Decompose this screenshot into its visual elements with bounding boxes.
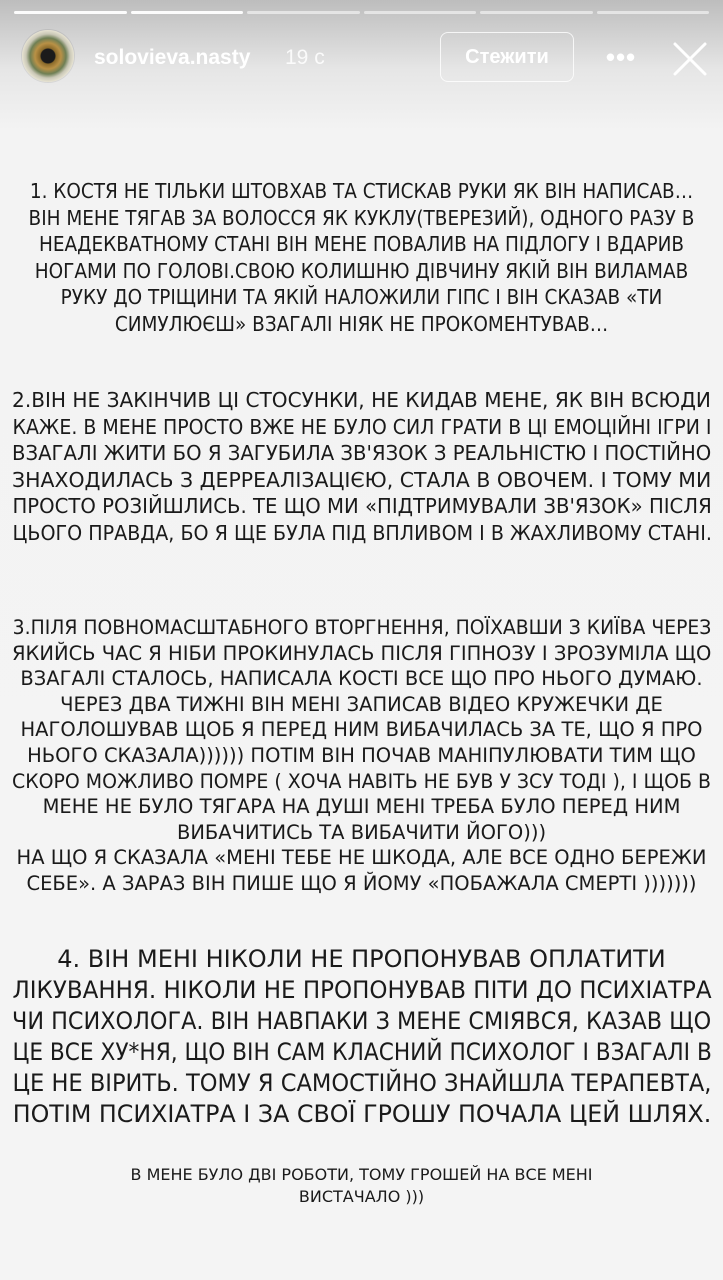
progress-segment bbox=[480, 11, 593, 14]
text-line: НЕАДЕКВАТНОМУ СТАНІ ВІН МЕНЕ ПОВАЛИВ НА ПІДЛОГУ І ВДАРИВ bbox=[38, 232, 685, 256]
text-line: НОГАМИ ПО ГОЛОВІ.СВОЮ КОЛИШНЮ ДІВЧИНУ ЯКІЙ ВІН ВИЛАМАВ bbox=[34, 258, 689, 283]
text-line: ВИСТАЧАЛО ))) bbox=[298, 1187, 425, 1206]
text-line: СЕБЕ». А ЗАРАЗ ВІН ПИШЕ ЩО Я ЙОМУ «ПОБАЖАЛА СМЕРТІ ))))))) bbox=[26, 871, 697, 895]
text-line: ЗНАХОДИЛАСЬ З ДЕРРЕАЛІЗАЦІЄЮ, СТАЛА В ОВОЧЕМ. І ТОМУ МИ bbox=[12, 467, 712, 492]
story-paragraph-2 bbox=[12, 387, 711, 546]
text-line: РУКУ ДО ТРІЩИНИ ТА ЯКІЙ НАЛОЖИЛИ ГІПС І ВІН СКАЗАВ «ТИ bbox=[60, 285, 663, 309]
text-line: ВЗАГАЛІ СТАЛОСЬ, НАПИСАЛА КОСТІ ВСЕ ЩО ПРО НЬОГО ДУМАЮ. bbox=[20, 667, 703, 691]
more-horizontal-icon[interactable]: ••• bbox=[605, 42, 637, 72]
story-paragraph-1 bbox=[12, 178, 711, 337]
progress-segment bbox=[247, 11, 360, 14]
text-line: ЦЬОГО ПРАВДА, БО Я ЩЕ БУЛА ПІД ВПЛИВОМ І В ЖАХЛИВОМУ СТАНІ. bbox=[12, 520, 712, 545]
text-line: ВЗАГАЛІ ЖИТИ БО Я ЗАГУБИЛА ЗВ'ЯЗОК З РЕАЛЬНІСТЮ І ПОСТІЙНО bbox=[12, 441, 712, 465]
text-line: ЛІКУВАННЯ. НІКОЛИ НЕ ПРОПОНУВАВ ПІТИ ДО ПСИХІАТРА bbox=[12, 976, 712, 1004]
text-line: ЯКИЙСЬ ЧАС Я НІБИ ПРОКИНУЛАСЬ ПІСЛЯ ГІПНОЗУ І ЗРОЗУМІЛА ЩО bbox=[12, 641, 712, 665]
text-line: 2.ВІН НЕ ЗАКІНЧИВ ЦІ СТОСУНКИ, НЕ КИДАВ МЕНЕ, ЯК ВІН ВСЮДИ bbox=[12, 388, 711, 412]
text-line: ПРОСТО РОЗІЙШЛИСЬ. ТЕ ЩО МИ «ПІДТРИМУВАЛИ ЗВ'ЯЗОК» ПІСЛЯ bbox=[12, 494, 712, 518]
text-line: ЦЕ ВСЕ ХУ*НЯ, ЩО ВІН САМ КЛАСНИЙ ПСИХОЛОГ І ВЗАГАЛІ В bbox=[12, 1038, 712, 1066]
text-line: ЧЕРЕЗ ДВА ТИЖНІ ВІН МЕНІ ЗАПИСАВ ВІДЕО КРУЖЕЧКИ ДЕ bbox=[60, 692, 663, 716]
close-icon[interactable] bbox=[671, 40, 709, 78]
progress-segment bbox=[364, 11, 477, 14]
text-line: НАГОЛОШУВАВ ЩОБ Я ПЕРЕД НИМ ВИБАЧИЛАСЬ ЗА ТЕ, ЩО Я ПРО bbox=[20, 718, 703, 742]
text-line: НА ЩО Я СКАЗАЛА «МЕНІ ТЕБЕ НЕ ШКОДА, АЛЕ ВСЕ ОДНО БЕРЕЖИ bbox=[16, 846, 707, 870]
follow-button[interactable]: Стежити bbox=[440, 32, 574, 82]
progress-segment bbox=[14, 11, 127, 14]
username[interactable]: solovieva.nasty bbox=[94, 46, 251, 69]
text-line: ВИБАЧИТИСЬ ТА ВИБАЧИТИ ЙОГО))) bbox=[176, 820, 547, 844]
story-paragraph-5 bbox=[100, 1164, 623, 1208]
text-line: 4. ВІН МЕНІ НІКОЛИ НЕ ПРОПОНУВАВ ОПЛАТИТИ bbox=[57, 945, 666, 973]
story-paragraph-3 bbox=[12, 615, 711, 897]
text-line: МЕНЕ НЕ БУЛО ТЯГАРА НА ДУШІ МЕНІ ТРЕБА БУЛО ПЕРЕД НИМ bbox=[42, 795, 681, 819]
text-line: ВІН МЕНЕ ТЯГАВ ЗА ВОЛОССЯ ЯК КУКЛУ(ТВЕРЕЗИЙ), ОДНОГО РАЗУ В bbox=[28, 205, 695, 230]
text-line: 3.ПІЛЯ ПОВНОМАСШТАБНОГО ВТОРГНЕННЯ, ПОЇХАВШИ З КИЇВА ЧЕРЕЗ bbox=[12, 616, 711, 639]
text-line: В МЕНЕ БУЛО ДВІ РОБОТИ, ТОМУ ГРОШЕЙ НА ВСЕ МЕНІ bbox=[130, 1165, 593, 1184]
text-line: НЬОГО СКАЗАЛА)))))) ПОТІМ ВІН ПОЧАВ МАНІПУЛЮВАТИ ТИМ ЩО bbox=[27, 743, 696, 767]
story-progress-bar bbox=[14, 11, 709, 14]
story-timestamp: 19 с bbox=[285, 46, 325, 69]
story-paragraph-4 bbox=[12, 944, 711, 1130]
text-line: СИМУЛЮЄШ» ВЗАГАЛІ НІЯК НЕ ПРОКОМЕНТУВАВ… bbox=[114, 311, 609, 336]
text-line: 1. КОСТЯ НЕ ТІЛЬКИ ШТОВХАВ ТА СТИСКАВ РУКИ ЯК ВІН НАПИСАВ… bbox=[29, 179, 694, 203]
progress-segment bbox=[131, 11, 244, 14]
avatar[interactable] bbox=[22, 30, 74, 82]
progress-segment bbox=[597, 11, 710, 14]
text-line: ЦЕ НЕ ВІРИТЬ. ТОМУ Я САМОСТІЙНО ЗНАЙШЛА ТЕРАПЕВТА, bbox=[12, 1069, 711, 1097]
text-line: КАЖЕ. В МЕНЕ ПРОСТО ВЖЕ НЕ БУЛО СИЛ ГРАТИ В ЦІ ЕМОЦІЙНІ ІГРИ І bbox=[12, 414, 712, 439]
text-line: СКОРО МОЖЛИВО ПОМРЕ ( ХОЧА НАВІТЬ НЕ БУВ У ЗСУ ТОДІ ), І ЩОБ В bbox=[12, 769, 711, 793]
text-line: ЧИ ПСИХОЛОГА. ВІН НАВПАКИ З МЕНЕ СМІЯВСЯ, КАЗАВ ЩО bbox=[12, 1007, 712, 1035]
text-line: ПОТІМ ПСИХІАТРА І ЗА СВОЇ ГРОШУ ПОЧАЛА ЦЕЙ ШЛЯХ. bbox=[12, 1100, 711, 1128]
